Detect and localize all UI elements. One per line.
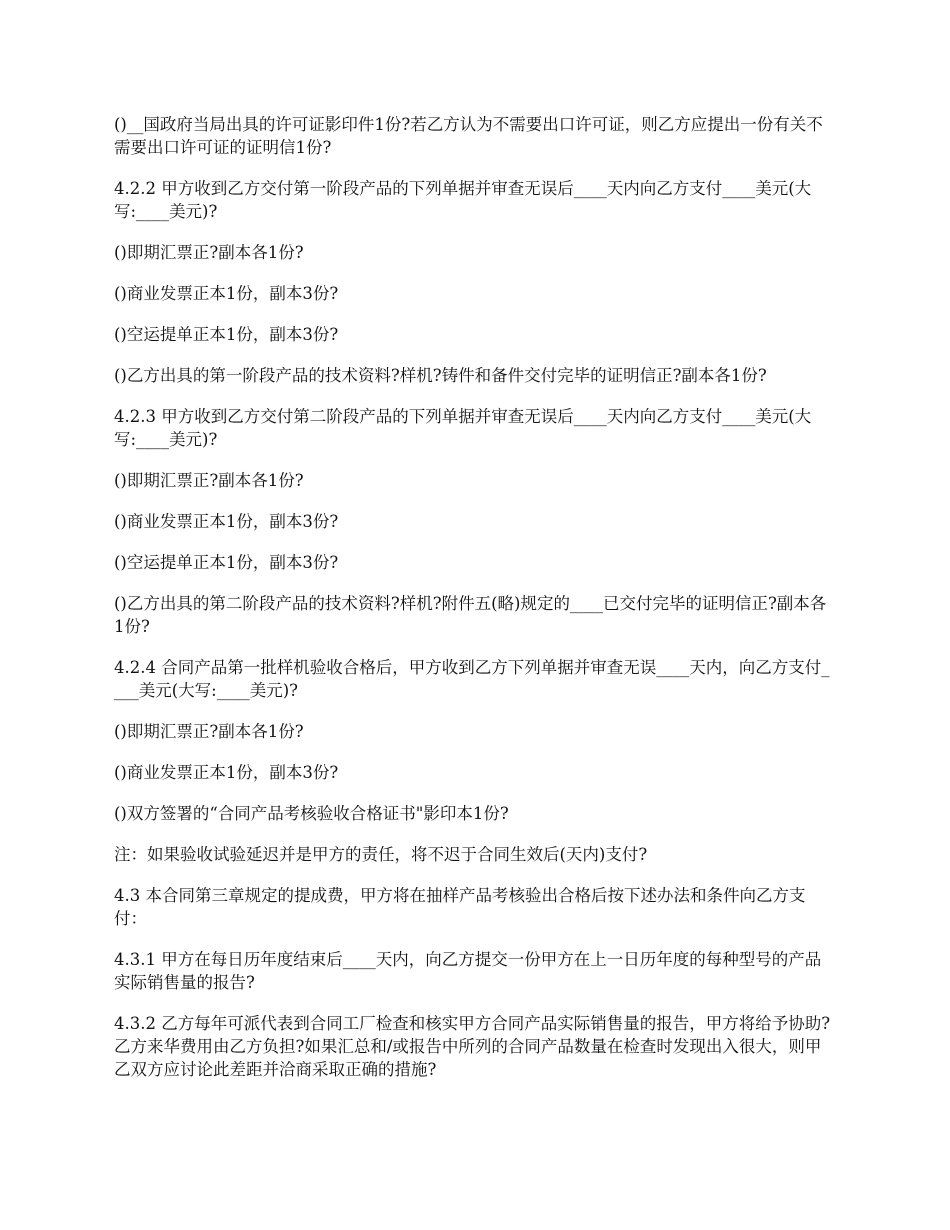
list-item-stage-one-certificate: ()乙方出具的第一阶段产品的技术资料?样机?铸件和备件交付完毕的证明信正?副本各1份? [114,366,767,385]
paragraph-4-3-2: 4.3.2 乙方每年可派代表到合同工厂检查和核实甲方合同产品实际销售量的报告，甲方将给予协助?乙方来华费用由乙方负担?如果汇总和/或报告中所列的合同产品数量在检查时发现出入很大，则甲乙双方应讨论此差距并洽商采取正确的措施? [114,1014,831,1079]
list-item-commercial-invoice-1: ()商业发票正本1份，副本3份? [114,284,339,303]
paragraph-4-2-2: 4.2.2 甲方收到乙方交付第一阶段产品的下列单据并审查无误后____天内向乙方支付____美元(大写:____美元)? [114,179,812,221]
paragraph-license-copy: ()__国政府当局出具的许可证影印件1份?若乙方认为不需要出口许可证，则乙方应提出一份有关不需要出口许可证的证明信1份? [114,115,823,157]
list-item-commercial-invoice-3: ()商业发票正本1份，副本3份? [114,763,339,782]
list-item-stage-two-certificate: ()乙方出具的第二阶段产品的技术资料?样机?附件五(略)规定的____已交付完毕的证明信正?副本各1份? [114,594,827,636]
list-item-airway-bill-1: ()空运提单正本1份，副本3份? [114,325,339,344]
list-item-airway-bill-2: ()空运提单正本1份，副本3份? [114,553,339,572]
list-item-acceptance-certificate: ()双方签署的“合同产品考核验收合格证书"影印本1份? [114,804,509,823]
document-body [114,113,832,1099]
paragraph-note: 注：如果验收试验延迟并是甲方的责任，将不迟于合同生效后(天内)支付? [114,845,648,864]
list-item-sight-draft-3: ()即期汇票正?副本各1份? [114,722,304,741]
list-item-sight-draft-1: ()即期汇票正?副本各1份? [114,243,304,262]
list-item-sight-draft-2: ()即期汇票正?副本各1份? [114,471,304,490]
paragraph-4-2-3: 4.2.3 甲方收到乙方交付第二阶段产品的下列单据并审查无误后____天内向乙方支付____美元(大写:____美元)? [114,407,812,449]
paragraph-4-2-4: 4.2.4 合同产品第一批样机验收合格后，甲方收到乙方下列单据并审查无误____天内，向乙方支付____美元(大写:____美元)? [114,658,830,700]
paragraph-4-3: 4.3 本合同第三章规定的提成费，甲方将在抽样产品考核验出合格后按下述办法和条件向乙方支付： [114,886,806,928]
paragraph-4-3-1: 4.3.1 甲方在每日历年度结束后____天内，向乙方提交一份甲方在上一日历年度的每种型号的产品实际销售量的报告? [114,950,822,992]
list-item-commercial-invoice-2: ()商业发票正本1份，副本3份? [114,512,339,531]
